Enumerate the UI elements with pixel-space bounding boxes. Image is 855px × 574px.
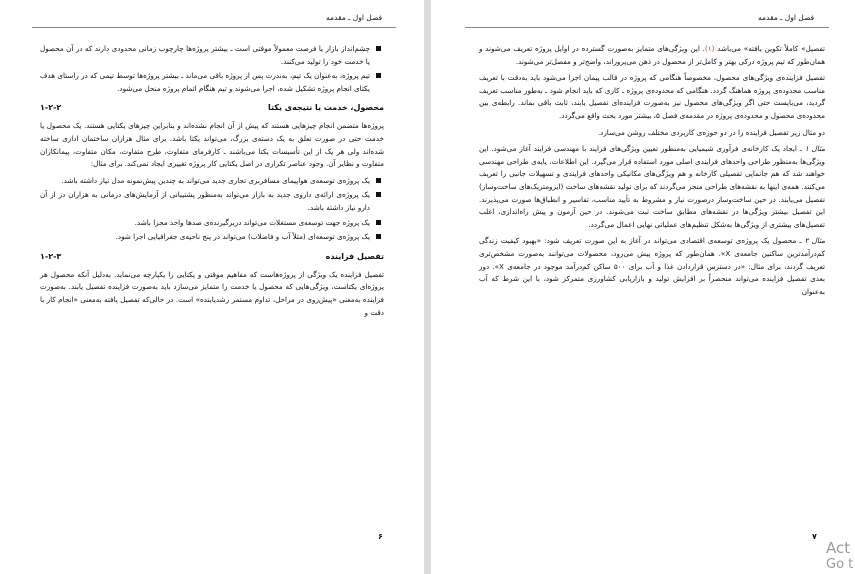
paragraph: تفصیل فزاینده‌ی ویژگی‌های محصول، مخصوصاً هنگامی که پروژه در قالب پیمان اجرا می‌شود باید به‌دقت با تعریف مناسب محدوده‌ی پروژه هماهنگ گردد. هنگامی که محدوده‌ی پروژه ـ کاری که باید انجام شود ـ به‌طور مناسب تعریف گردید، می‌بایست حتی اگر ویژگی‌های محصول نیز به‌صورت فزاینده‌ای تفصیل یابند، ثابت باقی بماند. رابطه‌ی بین محدوده‌ی محصول و محدوده‌ی پروژه در مقدمه‌ی فصل ۵، بیشتر مورد بحث واقع می‌گردد. [479, 73, 825, 120]
section-title: تفصیل فزاینده [325, 251, 384, 261]
right-page-body [479, 43, 825, 302]
list-item: یک پروژه جهت توسعه‌ی مستغلات می‌تواند دربرگیرنده‌ی صدها واحد مجزا باشد. [40, 217, 370, 230]
bullet-list-examples [40, 175, 384, 244]
list-item: تیم پروژه، به‌عنوان یک تیم، به‌ندرت پس از پروژه باقی می‌ماند ـ بیشتر پروژه‌ها توسط تیمی که در راستای هدف یکتای انجام پروژه تشکیل شده، اجرا می‌شوند و تیم هنگام اتمام پروژه منحل می‌شود. [40, 70, 370, 95]
bullet-list-top [40, 43, 384, 95]
list-item: چشم‌انداز بازار یا فرصت معمولاً موقتی است ـ بیشتر پروژه‌ها چارچوب زمانی محدودی دارند که در آن محصول یا خدمت خود را تولید می‌کنند. [40, 43, 370, 68]
section-number: ۱-۲-۳ [40, 251, 62, 261]
section-number: ۱-۲-۲ [40, 103, 62, 113]
paragraph [479, 43, 825, 68]
list-item: یک پروژه‌ی ارائه‌ی داروی جدید به بازار می‌تواند به‌منظور پشتیبانی از آزمایش‌های درمانی به هزاران دز از آن دارو نیاز داشته باشد. [40, 189, 370, 214]
example-text: ـ ایجاد یک کارخانه‌ی فرآوری شیمیایی به‌منظور تعیین ویژگی‌های فرایند با مهندسی فرایند آغاز می‌شود. این ویژگی‌ها به‌منظور طراحی واحدهای فرایندی اصلی مورد استفاده قرار می‌گیرد. این اطلاعات، پایه‌ی طراحی مهندسی خواهند شد که هم جانمایی تفصیلی کارخانه و هم ویژگی‌های مکانیکی واحدهای فرایندی و تسهیلات جانبی را تعریف می‌کنند. همه‌ی اینها به نقشه‌های طراحی منجر می‌گردند که برای تولید نقشه‌های ساخت (ایزومتریک‌های ساخت‌وساز) تفصیل می‌یابند. در حین ساخت‌وساز درصورت نیاز و مشروط به تأیید مناسب، تفاسیر و انطباق‌ها صورت می‌پذیرند. این تفصیل بیشتر ویژگی‌ها در نقشه‌های مطابق ساخت ثبت می‌شوند. در حین آزمون و پیش راه‌اندازی، اغلب تفصیل‌های بیشتری از ویژگی‌ها به‌شکل تنظیم‌های عملیاتی نهایی اعمال می‌گردد. [479, 144, 825, 229]
paragraph: پروژه‌ها متضمن انجام چیزهایی هستند که پیش از آن انجام نشده‌اند و بنابراین چیزهای یکتایی هستند. یک محصول یا خدمت حتی در صورت تعلق به یک دسته‌ی بزرگ، می‌تواند یکتا باشد. برای مثال هزاران ساختمان اداری ساخته شده‌اند ولی هر یک از این تأسیسات یکتا می‌باشند ـ کارفرمای متفاوت، طرح متفاوت، مکان متفاوت، پیمانکاران متفاوت و نظایر آن. وجود عناصر تکراری در اصل یکتایی کار پروژه تغییری ایجاد نمی‌کند. برای مثال: [40, 121, 384, 169]
activation-watermark-line2: Go t [826, 557, 854, 572]
paragraph-text: تفصیل» کاملاً تکوین یافته» می‌باشد [717, 44, 825, 53]
example-label: مثال ۲ [804, 236, 825, 246]
left-page-body [40, 43, 384, 323]
reference-marker: (۱) [704, 44, 715, 53]
example-paragraph [479, 143, 825, 231]
left-page-number: ۶ [378, 532, 383, 541]
list-item: یک پروژه‌ی توسعه‌ای (مثلاً آب و فاضلاب) می‌تواند در پنج ناحیه‌ی جغرافیایی اجرا شود. [40, 231, 370, 244]
example-label: مثال ۱ [804, 144, 825, 154]
example-text: ـ محصول یک پروژه‌ی توسعه‌ی اقتصادی می‌تواند در آغاز به این صورت تعریف شود: «بهبود کیفیت زندگی کم‌درآمدترین ساکنین جامعه‌ی X». همان‌طور که پروژه پیش می‌رود، محصولات می‌توانند به‌صورت مشخص‌تری تعریف گردند، برای مثال: «در دسترس قراردادن غذا و آب برای ۵۰۰ ساکن کم‌درآمد موجود در جامعه‌ی X». دور بعدی تفصیل فزاینده می‌تواند منحصراً بر افزایش تولید و بازاریابی کشاورزی متمرکز شود، با این شرط که آب به‌عنوان [479, 236, 825, 296]
right-page-header-title: فصل اول ـ مقدمه [758, 13, 815, 22]
list-item: یک پروژه‌ی توسعه‌ی هواپیمای مسافربری تجاری جدید می‌تواند به چندین پیش‌نمونه مدل نیاز داشته باشد. [40, 175, 370, 188]
activation-watermark-line1: Act [826, 539, 851, 557]
paragraph-text: . این ویژگی‌های متمایز به‌صورت گسترده در اوایل پروژه تعریف می‌شوند و همان‌طور که تیم پروژه درکی بهتر و کامل‌تر از محصول در ذهن می‌پروراند، واضح‌تر و مفصل‌تر می‌شوند. [479, 44, 825, 66]
paragraph: دو مثال زیر تفصیل فزاینده را در دو حوزه‌ی کاربردی مختلف روشن می‌سازد. [597, 127, 825, 137]
section-heading-unique-product [40, 101, 384, 114]
section-heading-progressive-elaboration [40, 250, 384, 263]
right-page-number: ۷ [812, 532, 817, 541]
paragraph: تفصیل فزاینده یک ویژگی از پروژه‌هاست که مفاهیم موقتی و یکتایی را یکپارچه می‌نماید. به‌دلیل آنکه محصول هر پروژه‌ای یکتاست، ویژگی‌هایی که محصول یا خدمت را متمایز می‌سازد باید به‌صورت فزاینده تفصیل یابند. به‌صورت فزاینده به‌معنی «پیش‌روی در مراحل، تداوم مستمر رشدیابنده» است. در حالی‌که تفصیل یافته به‌معنی «انجام کار با دقت و [40, 269, 384, 317]
left-page-header-rule [32, 27, 396, 28]
section-title: محصول، خدمت یا نتیجه‌ی یکتا [268, 103, 384, 113]
left-page [0, 0, 424, 574]
right-page-header-rule [465, 27, 829, 28]
example-paragraph [479, 235, 825, 298]
right-page [431, 0, 855, 574]
left-page-header-title: فصل اول ـ مقدمه [326, 13, 383, 22]
